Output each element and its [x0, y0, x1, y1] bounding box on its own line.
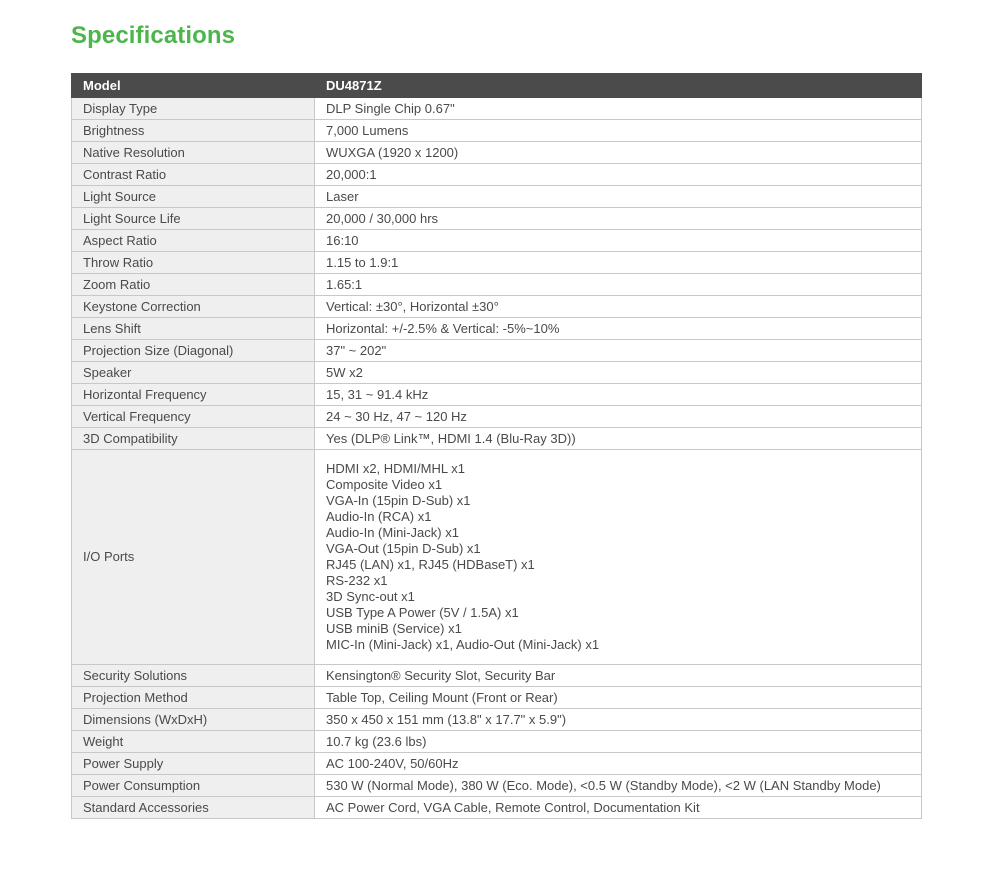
spec-value: 10.7 kg (23.6 lbs): [315, 731, 922, 753]
spec-label: Brightness: [72, 120, 315, 142]
spec-label: Throw Ratio: [72, 252, 315, 274]
spec-value: WUXGA (1920 x 1200): [315, 142, 922, 164]
table-row: [72, 252, 922, 274]
table-row: [72, 797, 922, 819]
table-row: [72, 230, 922, 252]
spec-value: 20,000:1: [315, 164, 922, 186]
spec-label: Contrast Ratio: [72, 164, 315, 186]
table-row: [72, 340, 922, 362]
spec-value: Vertical: ±30°, Horizontal ±30°: [315, 296, 922, 318]
table-row: [72, 406, 922, 428]
spec-value: 16:10: [315, 230, 922, 252]
io-port-line: RS-232 x1: [326, 573, 388, 588]
table-row: [72, 120, 922, 142]
spec-value: 5W x2: [315, 362, 922, 384]
table-row: [72, 665, 922, 687]
table-row: [72, 709, 922, 731]
io-port-line: MIC-In (Mini-Jack) x1, Audio-Out (Mini-Jack) x1: [326, 637, 600, 652]
io-port-line: HDMI x2, HDMI/MHL x1: [326, 461, 465, 476]
table-row: [72, 208, 922, 230]
spec-label: Light Source Life: [72, 208, 315, 230]
spec-label: Standard Accessories: [72, 797, 315, 819]
table-row: [72, 142, 922, 164]
spec-label: Vertical Frequency: [72, 406, 315, 428]
spec-value: AC Power Cord, VGA Cable, Remote Control, Documentation Kit: [315, 797, 922, 819]
io-port-line: 3D Sync-out x1: [326, 589, 415, 604]
spec-label: Light Source: [72, 186, 315, 208]
spec-value-io-ports: [315, 450, 922, 665]
spec-label: Dimensions (WxDxH): [72, 709, 315, 731]
spec-label-io-ports: I/O Ports: [72, 450, 315, 665]
spec-label: Native Resolution: [72, 142, 315, 164]
io-port-line: Audio-In (Mini-Jack) x1: [326, 525, 459, 540]
header-model: DU4871Z: [315, 74, 922, 98]
spec-label: 3D Compatibility: [72, 428, 315, 450]
spec-value: 7,000 Lumens: [315, 120, 922, 142]
table-row: [72, 274, 922, 296]
spec-value: Table Top, Ceiling Mount (Front or Rear): [315, 687, 922, 709]
spec-label: Projection Size (Diagonal): [72, 340, 315, 362]
spec-label: Lens Shift: [72, 318, 315, 340]
spec-label: Horizontal Frequency: [72, 384, 315, 406]
header-label: Model: [72, 74, 315, 98]
table-row: [72, 296, 922, 318]
table-row: [72, 98, 922, 120]
spec-value: 24 ~ 30 Hz, 47 ~ 120 Hz: [315, 406, 922, 428]
spec-label: Projection Method: [72, 687, 315, 709]
table-header-row: [72, 74, 922, 98]
table-row: [72, 384, 922, 406]
spec-label: Display Type: [72, 98, 315, 120]
spec-value: Yes (DLP® Link™, HDMI 1.4 (Blu-Ray 3D)): [315, 428, 922, 450]
table-row: [72, 753, 922, 775]
io-port-line: Audio-In (RCA) x1: [326, 509, 432, 524]
io-port-line: VGA-In (15pin D-Sub) x1: [326, 493, 471, 508]
spec-value: 20,000 / 30,000 hrs: [315, 208, 922, 230]
io-port-line: VGA-Out (15pin D-Sub) x1: [326, 541, 481, 556]
spec-label: Speaker: [72, 362, 315, 384]
table-row: [72, 731, 922, 753]
spec-table: [71, 73, 922, 819]
spec-label: Zoom Ratio: [72, 274, 315, 296]
table-row-io-ports: [72, 450, 922, 665]
io-port-line: Composite Video x1: [326, 477, 443, 492]
spec-value: Laser: [315, 186, 922, 208]
spec-label: Aspect Ratio: [72, 230, 315, 252]
spec-value: Horizontal: +/-2.5% & Vertical: -5%~10%: [315, 318, 922, 340]
spec-rows: [72, 98, 922, 819]
table-row: [72, 164, 922, 186]
table-row: [72, 186, 922, 208]
spec-value: 37" ~ 202": [315, 340, 922, 362]
spec-value: 350 x 450 x 151 mm (13.8" x 17.7" x 5.9"): [315, 709, 922, 731]
table-row: [72, 362, 922, 384]
table-row: [72, 428, 922, 450]
spec-label: Security Solutions: [72, 665, 315, 687]
spec-value: DLP Single Chip 0.67": [315, 98, 922, 120]
spec-label: Weight: [72, 731, 315, 753]
spec-value: Kensington® Security Slot, Security Bar: [315, 665, 922, 687]
spec-value: 1.65:1: [315, 274, 922, 296]
page-title: Specifications: [71, 22, 236, 49]
spec-label: Power Supply: [72, 753, 315, 775]
spec-value: 530 W (Normal Mode), 380 W (Eco. Mode), <0.5 W (Standby Mode), <2 W (LAN Standby Mode): [315, 775, 922, 797]
io-port-line: USB miniB (Service) x1: [326, 621, 462, 636]
io-port-line: USB Type A Power (5V / 1.5A) x1: [326, 605, 519, 620]
spec-label: Keystone Correction: [72, 296, 315, 318]
spec-value: 1.15 to 1.9:1: [315, 252, 922, 274]
io-port-line: RJ45 (LAN) x1, RJ45 (HDBaseT) x1: [326, 557, 535, 572]
table-row: [72, 687, 922, 709]
spec-value: 15, 31 ~ 91.4 kHz: [315, 384, 922, 406]
spec-value: AC 100-240V, 50/60Hz: [315, 753, 922, 775]
table-row: [72, 318, 922, 340]
table-row: [72, 775, 922, 797]
spec-label: Power Consumption: [72, 775, 315, 797]
